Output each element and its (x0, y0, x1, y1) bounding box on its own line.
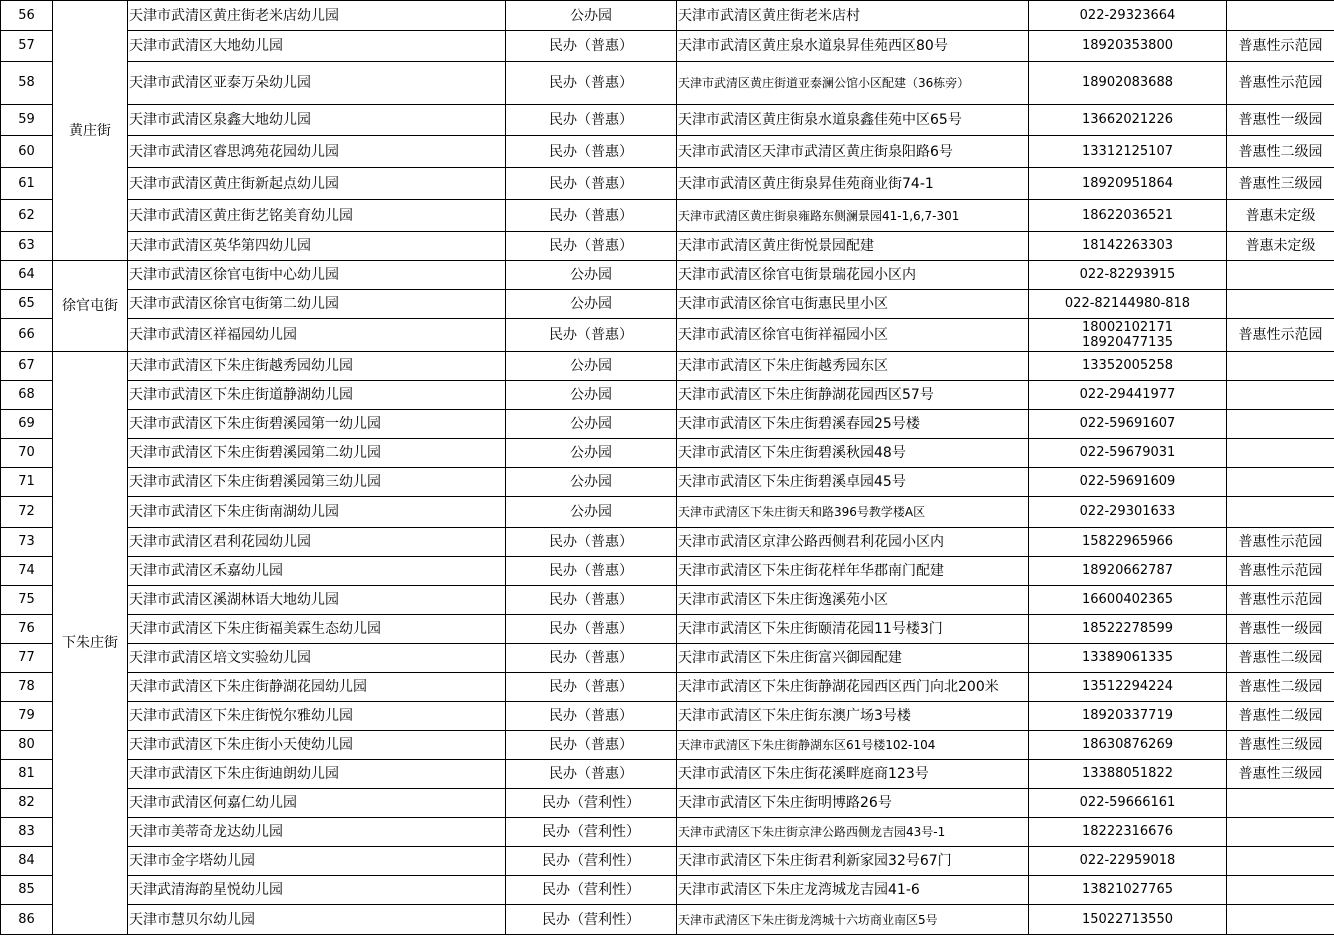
row-number: 85 (1, 876, 53, 905)
row-number: 83 (1, 818, 53, 847)
kindergarten-type: 民办（营利性） (506, 847, 677, 876)
row-number: 81 (1, 760, 53, 789)
kindergarten-name: 天津市美蒂奇龙达幼儿园 (128, 818, 506, 847)
phone-number: 18002102171 (1082, 320, 1173, 335)
kindergarten-address: 天津市武清区下朱庄街越秀园东区 (677, 352, 1029, 381)
row-number: 64 (1, 261, 53, 290)
kindergarten-name: 天津市慧贝尔幼儿园 (128, 905, 506, 935)
kindergarten-type: 民办（普惠） (506, 528, 677, 557)
kindergarten-type: 公办园 (506, 410, 677, 439)
kindergarten-name: 天津市武清区徐官屯街中心幼儿园 (128, 261, 506, 290)
kindergarten-name: 天津市武清区禾嘉幼儿园 (128, 557, 506, 586)
table-row (1, 468, 1334, 497)
kindergarten-type: 民办（普惠） (506, 136, 677, 168)
row-number: 58 (1, 62, 53, 105)
table-row (1, 319, 1334, 352)
level-cell (1227, 290, 1334, 319)
table-row (1, 528, 1334, 557)
kindergarten-name: 天津武清海韵星悦幼儿园 (128, 876, 506, 905)
phone-cell: 18630876269 (1029, 731, 1227, 760)
level-cell: 普惠性示范园 (1227, 557, 1334, 586)
level-cell: 普惠未定级 (1227, 232, 1334, 261)
row-number: 77 (1, 644, 53, 673)
kindergarten-address: 天津市武清区黄庄街道亚泰澜公馆小区配建（36栋旁） (677, 62, 1029, 105)
table-row (1, 644, 1334, 673)
table-row (1, 497, 1334, 528)
street-cell: 下朱庄街 (53, 352, 128, 935)
level-cell: 普惠性示范园 (1227, 586, 1334, 615)
table-row (1, 232, 1334, 261)
kindergarten-address: 天津市武清区天津市武清区黄庄街泉阳路6号 (677, 136, 1029, 168)
table-row (1, 31, 1334, 62)
kindergarten-type: 民办（营利性） (506, 818, 677, 847)
kindergarten-address: 天津市武清区下朱庄街静湖花园西区西门向北200米 (677, 673, 1029, 702)
kindergarten-address: 天津市武清区下朱庄街逸溪苑小区 (677, 586, 1029, 615)
kindergarten-type: 民办（普惠） (506, 232, 677, 261)
kindergarten-type: 民办（普惠） (506, 168, 677, 200)
kindergarten-name: 天津市武清区下朱庄街静湖花园幼儿园 (128, 673, 506, 702)
kindergarten-address: 天津市武清区黄庄街泉昇佳苑商业街74-1 (677, 168, 1029, 200)
kindergarten-address: 天津市武清区下朱庄街明博路26号 (677, 789, 1029, 818)
phone-cell: 18920337719 (1029, 702, 1227, 731)
table-row (1, 615, 1334, 644)
row-number: 73 (1, 528, 53, 557)
phone-cell (1029, 319, 1227, 352)
street-cell: 黄庄街 (53, 1, 128, 261)
kindergarten-address: 天津市武清区下朱庄街东澳广场3号楼 (677, 702, 1029, 731)
table-row (1, 905, 1334, 935)
kindergarten-type: 民办（普惠） (506, 62, 677, 105)
table-row (1, 439, 1334, 468)
kindergarten-address: 天津市武清区黄庄街老米店村 (677, 1, 1029, 31)
kindergarten-name: 天津市武清区亚泰万朵幼儿园 (128, 62, 506, 105)
phone-cell: 13662021226 (1029, 105, 1227, 136)
kindergarten-name: 天津市武清区下朱庄街小天使幼儿园 (128, 731, 506, 760)
kindergarten-name: 天津市武清区黄庄街新起点幼儿园 (128, 168, 506, 200)
level-cell: 普惠性三级园 (1227, 731, 1334, 760)
phone-cell: 18222316676 (1029, 818, 1227, 847)
table-row (1, 352, 1334, 381)
kindergarten-type: 民办（普惠） (506, 760, 677, 789)
level-cell: 普惠性三级园 (1227, 760, 1334, 789)
row-number: 70 (1, 439, 53, 468)
level-cell (1227, 847, 1334, 876)
kindergarten-name: 天津市武清区黄庄街艺铭美育幼儿园 (128, 200, 506, 232)
table-row (1, 105, 1334, 136)
kindergarten-address: 天津市武清区下朱庄街静湖东区61号楼102-104 (677, 731, 1029, 760)
kindergarten-name: 天津市武清区徐官屯街第二幼儿园 (128, 290, 506, 319)
kindergarten-address: 天津市武清区徐官屯街惠民里小区 (677, 290, 1029, 319)
row-number: 86 (1, 905, 53, 935)
level-cell (1227, 789, 1334, 818)
kindergarten-type: 民办（普惠） (506, 200, 677, 232)
kindergarten-name: 天津市武清区下朱庄街福美霖生态幼儿园 (128, 615, 506, 644)
kindergarten-address: 天津市武清区下朱庄街碧溪秋园48号 (677, 439, 1029, 468)
kindergarten-address: 天津市武清区下朱庄街花溪畔庭商123号 (677, 760, 1029, 789)
phone-cell: 16600402365 (1029, 586, 1227, 615)
kindergarten-type: 民办（普惠） (506, 319, 677, 352)
kindergarten-address: 天津市武清区下朱庄街富兴御园配建 (677, 644, 1029, 673)
kindergarten-name: 天津市武清区黄庄街老米店幼儿园 (128, 1, 506, 31)
row-number: 71 (1, 468, 53, 497)
table-row (1, 261, 1334, 290)
kindergarten-address: 天津市武清区京津公路西侧君利花园小区内 (677, 528, 1029, 557)
table-row (1, 876, 1334, 905)
kindergarten-address: 天津市武清区徐官屯街景瑞花园小区内 (677, 261, 1029, 290)
kindergarten-name: 天津市武清区下朱庄街碧溪园第一幼儿园 (128, 410, 506, 439)
phone-cell: 15022713550 (1029, 905, 1227, 935)
level-cell (1227, 261, 1334, 290)
level-cell (1227, 352, 1334, 381)
table-row (1, 1, 1334, 31)
kindergarten-type: 公办园 (506, 352, 677, 381)
row-number: 74 (1, 557, 53, 586)
phone-cell: 13512294224 (1029, 673, 1227, 702)
phone-number-secondary: 18920477135 (1082, 335, 1173, 350)
phone-cell: 15822965966 (1029, 528, 1227, 557)
row-number: 68 (1, 381, 53, 410)
kindergarten-type: 民办（普惠） (506, 731, 677, 760)
kindergarten-name: 天津市武清区英华第四幼儿园 (128, 232, 506, 261)
kindergarten-address: 天津市武清区下朱庄街君利新家园32号67门 (677, 847, 1029, 876)
kindergarten-type: 民办（普惠） (506, 702, 677, 731)
phone-cell: 022-29301633 (1029, 497, 1227, 528)
level-cell (1227, 1, 1334, 31)
phone-cell: 13312125107 (1029, 136, 1227, 168)
row-number: 63 (1, 232, 53, 261)
phone-cell: 022-22959018 (1029, 847, 1227, 876)
row-number: 59 (1, 105, 53, 136)
level-cell (1227, 905, 1334, 935)
kindergarten-type: 民办（营利性） (506, 905, 677, 935)
kindergarten-name: 天津市武清区祥福园幼儿园 (128, 319, 506, 352)
kindergarten-address: 天津市武清区下朱庄街龙湾城十六坊商业南区5号 (677, 905, 1029, 935)
row-number: 56 (1, 1, 53, 31)
phone-cell: 022-29323664 (1029, 1, 1227, 31)
kindergarten-name: 天津市武清区下朱庄街悦尔雅幼儿园 (128, 702, 506, 731)
row-number: 75 (1, 586, 53, 615)
table-row (1, 136, 1334, 168)
level-cell: 普惠性三级园 (1227, 168, 1334, 200)
kindergarten-name: 天津市武清区培文实验幼儿园 (128, 644, 506, 673)
phone-cell: 022-59666161 (1029, 789, 1227, 818)
table-row (1, 760, 1334, 789)
kindergarten-type: 公办园 (506, 1, 677, 31)
phone-cell: 022-82144980-818 (1029, 290, 1227, 319)
phone-cell: 18902083688 (1029, 62, 1227, 105)
row-number: 72 (1, 497, 53, 528)
kindergarten-address: 天津市武清区下朱庄街花样年华郡南门配建 (677, 557, 1029, 586)
row-number: 67 (1, 352, 53, 381)
phone-cell: 022-59691609 (1029, 468, 1227, 497)
kindergarten-type: 民办（普惠） (506, 105, 677, 136)
table-row (1, 200, 1334, 232)
phone-cell: 18920662787 (1029, 557, 1227, 586)
kindergarten-name: 天津市武清区下朱庄街碧溪园第二幼儿园 (128, 439, 506, 468)
kindergarten-name: 天津市金字塔幼儿园 (128, 847, 506, 876)
table-row (1, 381, 1334, 410)
kindergarten-name: 天津市武清区下朱庄街道静湖幼儿园 (128, 381, 506, 410)
table-row (1, 410, 1334, 439)
level-cell: 普惠性一级园 (1227, 105, 1334, 136)
kindergarten-name: 天津市武清区下朱庄街迪朗幼儿园 (128, 760, 506, 789)
phone-cell: 022-59679031 (1029, 439, 1227, 468)
kindergarten-address: 天津市武清区下朱庄龙湾城龙吉园41-6 (677, 876, 1029, 905)
row-number: 76 (1, 615, 53, 644)
level-cell: 普惠性二级园 (1227, 644, 1334, 673)
row-number: 60 (1, 136, 53, 168)
row-number: 79 (1, 702, 53, 731)
level-cell: 普惠性示范园 (1227, 319, 1334, 352)
kindergarten-address: 天津市武清区黄庄街悦景园配建 (677, 232, 1029, 261)
kindergarten-address: 天津市武清区下朱庄街静湖花园西区57号 (677, 381, 1029, 410)
kindergarten-type: 公办园 (506, 468, 677, 497)
phone-cell: 13389061335 (1029, 644, 1227, 673)
row-number: 65 (1, 290, 53, 319)
kindergarten-type: 公办园 (506, 439, 677, 468)
table-row (1, 586, 1334, 615)
phone-cell: 18920951864 (1029, 168, 1227, 200)
kindergarten-address: 天津市武清区黄庄泉水道泉昇佳苑西区80号 (677, 31, 1029, 62)
kindergarten-address: 天津市武清区黄庄街泉水道泉鑫佳苑中区65号 (677, 105, 1029, 136)
kindergarten-address: 天津市武清区徐官屯街祥福园小区 (677, 319, 1029, 352)
kindergarten-type: 民办（普惠） (506, 615, 677, 644)
phone-cell: 18522278599 (1029, 615, 1227, 644)
kindergarten-address: 天津市武清区下朱庄街颐清花园11号楼3门 (677, 615, 1029, 644)
phone-cell: 18622036521 (1029, 200, 1227, 232)
phone-cell: 13388051822 (1029, 760, 1227, 789)
kindergarten-address: 天津市武清区下朱庄街天和路396号教学楼A区 (677, 497, 1029, 528)
kindergarten-address: 天津市武清区黄庄街泉雍路东侧澜景园41-1,6,7-301 (677, 200, 1029, 232)
phone-cell: 022-59691607 (1029, 410, 1227, 439)
table-row (1, 168, 1334, 200)
level-cell: 普惠性示范园 (1227, 62, 1334, 105)
level-cell (1227, 381, 1334, 410)
kindergarten-type: 民办（普惠） (506, 31, 677, 62)
level-cell (1227, 497, 1334, 528)
level-cell (1227, 410, 1334, 439)
table-row (1, 818, 1334, 847)
kindergarten-type: 公办园 (506, 381, 677, 410)
kindergarten-address: 天津市武清区下朱庄街京津公路西侧龙吉园43号-1 (677, 818, 1029, 847)
kindergarten-type: 民办（普惠） (506, 557, 677, 586)
row-number: 57 (1, 31, 53, 62)
level-cell: 普惠性二级园 (1227, 702, 1334, 731)
row-number: 78 (1, 673, 53, 702)
kindergarten-address: 天津市武清区下朱庄街碧溪卓园45号 (677, 468, 1029, 497)
row-number: 69 (1, 410, 53, 439)
kindergarten-name: 天津市武清区君利花园幼儿园 (128, 528, 506, 557)
kindergarten-type: 公办园 (506, 261, 677, 290)
level-cell (1227, 468, 1334, 497)
kindergarten-type: 民办（普惠） (506, 673, 677, 702)
kindergarten-type: 民办（普惠） (506, 586, 677, 615)
level-cell: 普惠性一级园 (1227, 615, 1334, 644)
street-cell: 徐官屯街 (53, 261, 128, 352)
level-cell (1227, 818, 1334, 847)
kindergarten-name: 天津市武清区下朱庄街越秀园幼儿园 (128, 352, 506, 381)
table-row (1, 702, 1334, 731)
level-cell: 普惠性示范园 (1227, 31, 1334, 62)
kindergarten-name: 天津市武清区下朱庄街碧溪园第三幼儿园 (128, 468, 506, 497)
kindergarten-name: 天津市武清区下朱庄街南湖幼儿园 (128, 497, 506, 528)
kindergarten-name: 天津市武清区泉鑫大地幼儿园 (128, 105, 506, 136)
level-cell: 普惠性二级园 (1227, 673, 1334, 702)
level-cell: 普惠未定级 (1227, 200, 1334, 232)
phone-cell: 18920353800 (1029, 31, 1227, 62)
level-cell: 普惠性二级园 (1227, 136, 1334, 168)
row-number: 84 (1, 847, 53, 876)
row-number: 61 (1, 168, 53, 200)
table-row (1, 557, 1334, 586)
kindergarten-name: 天津市武清区大地幼儿园 (128, 31, 506, 62)
level-cell (1227, 439, 1334, 468)
table-row (1, 62, 1334, 105)
kindergarten-type: 民办（营利性） (506, 789, 677, 818)
kindergarten-name: 天津市武清区何嘉仁幼儿园 (128, 789, 506, 818)
level-cell: 普惠性示范园 (1227, 528, 1334, 557)
phone-cell: 18142263303 (1029, 232, 1227, 261)
row-number: 62 (1, 200, 53, 232)
kindergarten-type: 公办园 (506, 290, 677, 319)
row-number: 80 (1, 731, 53, 760)
table-body (1, 1, 1334, 935)
phone-cell: 13821027765 (1029, 876, 1227, 905)
table-row (1, 731, 1334, 760)
table-row (1, 789, 1334, 818)
table-row (1, 290, 1334, 319)
table-row (1, 673, 1334, 702)
kindergarten-address: 天津市武清区下朱庄街碧溪春园25号楼 (677, 410, 1029, 439)
row-number: 82 (1, 789, 53, 818)
kindergarten-type: 民办（营利性） (506, 876, 677, 905)
table-row (1, 847, 1334, 876)
level-cell (1227, 876, 1334, 905)
kindergarten-name: 天津市武清区睿思鸿苑花园幼儿园 (128, 136, 506, 168)
phone-cell: 13352005258 (1029, 352, 1227, 381)
kindergarten-type: 民办（普惠） (506, 644, 677, 673)
kindergarten-name: 天津市武清区溪湖林语大地幼儿园 (128, 586, 506, 615)
phone-cell: 022-29441977 (1029, 381, 1227, 410)
kindergarten-type: 公办园 (506, 497, 677, 528)
phone-cell: 022-82293915 (1029, 261, 1227, 290)
row-number: 66 (1, 319, 53, 352)
